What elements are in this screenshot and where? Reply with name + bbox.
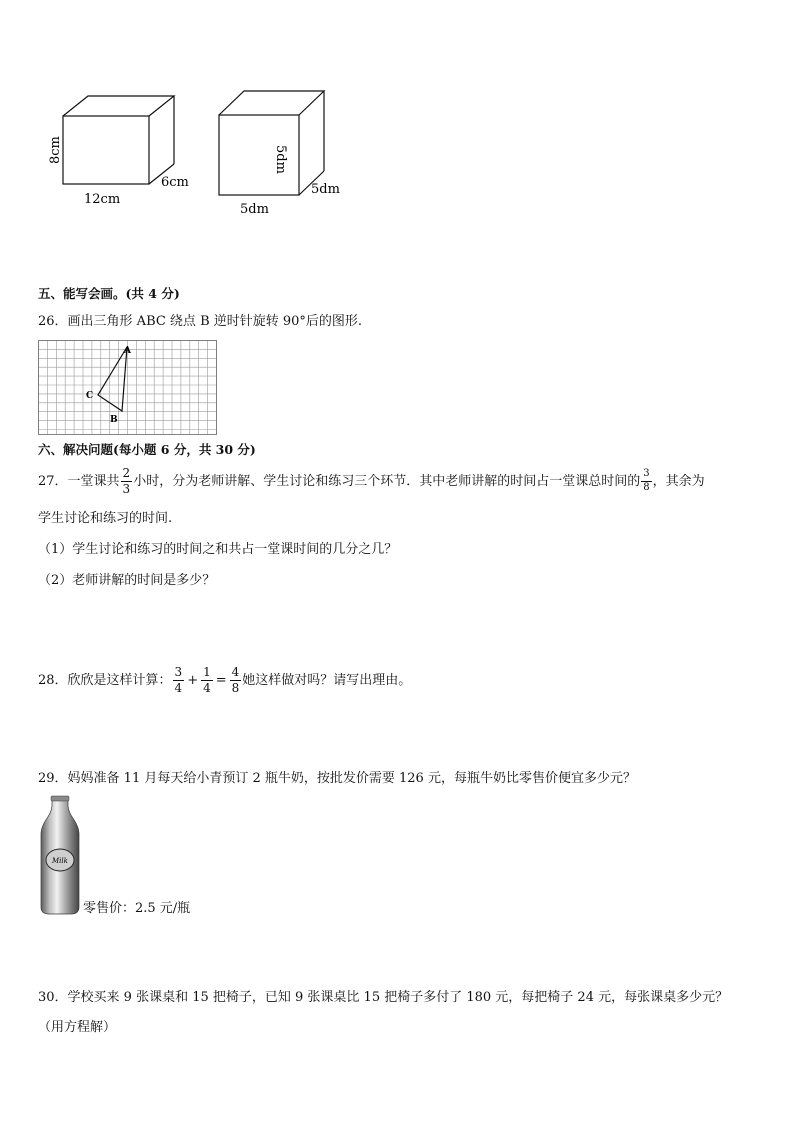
retail-price-label: 零售价：2.5 元/瓶: [83, 901, 191, 916]
question-27-sub-1: （1）学生讨论和练习的时间之和共占一堂课时间的几分之几？: [38, 542, 398, 557]
q28-suffix: 她这样做对吗？请写出理由。: [242, 672, 412, 688]
grid-triangle-figure: [38, 340, 218, 436]
milk-label: Milk: [52, 857, 68, 865]
fraction-denominator: 4: [203, 680, 211, 695]
fraction-three-quarters: [173, 666, 185, 694]
fraction-numerator: 1: [203, 664, 211, 679]
cuboid-length-label: 12cm: [84, 192, 121, 207]
q27-suffix: ，其余为: [652, 473, 705, 489]
q28-prefix: 28．欣欣是这样计算：: [38, 672, 172, 688]
fraction-denominator: 4: [174, 680, 183, 695]
question-30-line-2: （用方程解）: [38, 1020, 117, 1035]
question-29-text: 29．妈妈准备 11 月每天给小青预订 2 瓶牛奶，按批发价需要 126 元，每瓶牛奶比零售价便宜多少元？: [38, 771, 636, 786]
cuboid-height-label: 8cm: [48, 136, 63, 164]
question-30-text: 30．学校买来 9 张课桌和 15 把椅子，已知 9 张课桌比 15 把椅子多付了 180 元，每把椅子 24 元，每张课桌多少元？: [38, 990, 729, 1005]
question-28-text: [38, 662, 411, 698]
fraction-one-quarter: [201, 666, 213, 694]
fraction-four-eighths: [230, 666, 242, 694]
fraction-denominator: 8: [643, 481, 650, 493]
q27-middle: 小时，分为老师讲解、学生讨论和练习三个环节．其中老师讲解的时间占一堂课总时间的: [133, 473, 641, 489]
fraction-numerator: 2: [122, 465, 131, 480]
cube-figure: [210, 85, 350, 220]
fraction-three-eighths: [641, 469, 651, 493]
fraction-denominator: 8: [231, 680, 240, 695]
vertex-a-label: A: [124, 346, 131, 356]
milk-bottle-image: [38, 795, 82, 915]
fraction-two-thirds: [121, 467, 133, 495]
fraction-denominator: 3: [122, 481, 131, 496]
cube-height-label: 5dm: [273, 145, 288, 174]
section-6-title: 六、解决问题(每小题 6 分，共 30 分): [38, 442, 256, 457]
plus-sign: +: [187, 672, 199, 688]
cube-width-label: 5dm: [311, 182, 340, 197]
section-5-title: 五、能写会画。(共 4 分): [38, 286, 180, 301]
question-27-line-1: [38, 465, 705, 497]
question-27-line-2: 学生讨论和练习的时间.: [38, 511, 173, 526]
question-27-sub-2: （2）老师讲解的时间是多少？: [38, 573, 216, 588]
cuboid-width-label: 6cm: [161, 175, 189, 190]
question-26-text: 26．画出三角形 ABC 绕点 B 逆时针旋转 90°后的图形.: [38, 314, 363, 329]
equals-sign: =: [215, 672, 227, 688]
fraction-numerator: 3: [641, 469, 651, 482]
vertex-b-label: B: [110, 415, 118, 425]
triangle-abc: [98, 347, 127, 411]
vertex-c-label: C: [86, 391, 94, 401]
cuboid-figure: [40, 88, 210, 213]
fraction-numerator: 4: [231, 664, 240, 679]
cube-length-label: 5dm: [240, 202, 269, 217]
fraction-numerator: 3: [174, 664, 183, 679]
q27-prefix: 27．一堂课共: [38, 473, 120, 489]
